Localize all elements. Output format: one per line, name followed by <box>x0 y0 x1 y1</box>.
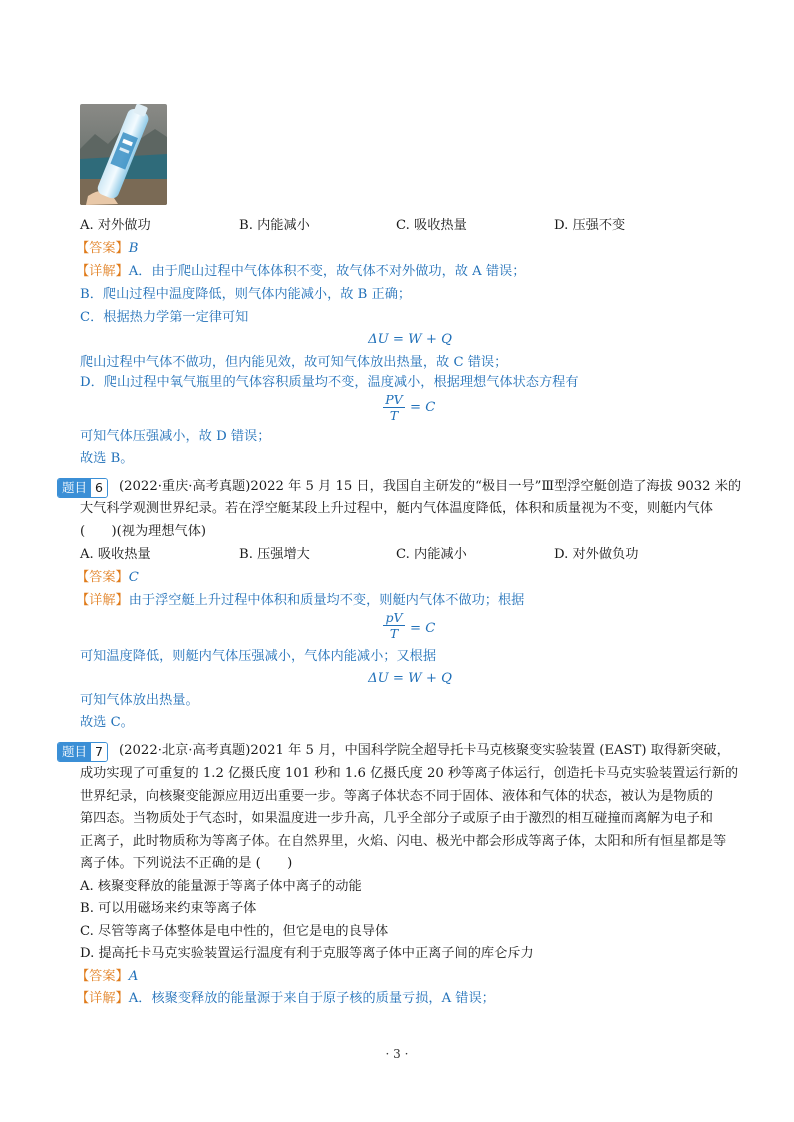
q6-option-b[interactable]: B. 压强增大 <box>239 547 310 562</box>
q5-option-d[interactable]: D. 压强不变 <box>554 218 626 233</box>
q6-badge: 题目 6 <box>57 478 108 498</box>
answer-value: B <box>128 241 139 256</box>
q7-answer <box>76 968 138 986</box>
q6-option-a[interactable]: A. 吸收热量 <box>80 547 151 562</box>
answer-value: A <box>128 969 139 984</box>
detail-label: 【详解】 <box>76 991 129 1006</box>
q6-detail-1: 【详解】由于浮空艇上升过程中体积和质量均不变，则艇内气体不做功；根据 <box>76 593 525 608</box>
q6-option-d[interactable]: D. 对外做负功 <box>554 547 639 562</box>
q6-detail-2: 可知温度降低，则艇内气体压强减小，气体内能减小；又根据 <box>80 649 437 664</box>
q6-stem-1: (2022·重庆·高考真题)2022 年 5 月 15 日，我国自主研发的“极目一号”Ⅲ型浮空艇创造了海拔 9032 米的 <box>119 479 742 494</box>
q5-conclusion: 故选 B。 <box>80 451 134 466</box>
oxygen-bottle-photo <box>80 104 167 205</box>
q6-equation-first-law: ΔU = W + Q <box>368 671 452 686</box>
detail-label: 【详解】 <box>76 264 129 279</box>
q6-stem-3: ( )(视为理想气体) <box>80 524 207 539</box>
q7-badge: 题目 7 <box>57 742 108 762</box>
q5-option-a[interactable]: A. 对外做功 <box>80 218 151 233</box>
q7-option-d[interactable]: D. 提高托卡马克实验装置运行温度有利于克服等离子体中正离子间的库仑斥力 <box>80 946 534 961</box>
q6-detail-3: 可知气体放出热量。 <box>80 693 199 708</box>
q6-conclusion: 故选 C。 <box>80 715 134 730</box>
q6-option-c[interactable]: C. 内能减小 <box>396 547 467 562</box>
q5-option-c[interactable]: C. 吸收热量 <box>396 218 467 233</box>
q7-option-c[interactable]: C. 尽管等离子体整体是电中性的，但它是电的良导体 <box>80 924 389 939</box>
q5-detail-d: D．爬山过程中氧气瓶里的气体容积质量均不变，温度减小，根据理想气体状态方程有 <box>80 375 579 390</box>
q5-option-b[interactable]: B. 内能减小 <box>239 218 310 233</box>
answer-label: 【答案】 <box>76 969 129 984</box>
q7-stem-2: 成功实现了可重复的 1.2 亿摄氏度 101 秒和 1.6 亿摄氏度 20 秒等离子体运行，创造托卡马克实验装置运行新的 <box>80 766 739 781</box>
q7-detail-a: 【详解】A．核聚变释放的能量源于来自于原子核的质量亏损，A 错误； <box>76 991 495 1006</box>
q7-stem-6: 离子体。下列说法不正确的是 ( ) <box>80 856 293 871</box>
q7-stem-1: (2022·北京·高考真题)2021 年 5 月，中国科学院全超导托卡马克核聚变实验装置 (EAST) 取得新突破， <box>119 743 730 758</box>
q7-stem-3: 世界纪录，向核聚变能源应用迈出重要一步。等离子体状态不同于固体、液体和气体的状态，被认为是物质的 <box>80 789 713 804</box>
q6-options <box>80 546 720 564</box>
answer-value: C <box>128 570 139 585</box>
q7-stem-5: 正离子，此时物质称为等离子体。在自然界里，火焰、闪电、极光中都会形成等离子体，太阳和所有恒星都是等 <box>80 834 727 849</box>
q5-detail-a: 【详解】A．由于爬山过程中气体体积不变，故气体不对外做功，故 A 错误； <box>76 264 526 279</box>
q5-fraction: PV T <box>383 393 405 423</box>
q5-detail-b: B．爬山过程中温度降低，则气体内能减小，故 B 正确； <box>80 287 412 302</box>
q7-stem-4: 第四态。当物质处于气态时，如果温度进一步升高，几乎全部分子或原子由于激烈的相互碰撞而离解为电子和 <box>80 811 713 826</box>
q5-fraction-rhs: = C <box>410 400 436 415</box>
q5-detail-c2: 爬山过程中气体不做功，但内能见效，故可知气体放出热量，故 C 错误； <box>80 355 508 370</box>
q5-answer <box>76 240 138 258</box>
q5-equation-first-law: ΔU = W + Q <box>368 332 452 347</box>
page-number: · 3 · <box>385 1047 409 1061</box>
q6-fraction: pV T <box>383 611 405 641</box>
q5-options <box>80 217 720 235</box>
q7-option-b[interactable]: B. 可以用磁场来约束等离子体 <box>80 901 257 916</box>
detail-label: 【详解】 <box>76 593 129 608</box>
answer-label: 【答案】 <box>76 570 129 585</box>
q5-detail-d2: 可知气体压强减小，故 D 错误； <box>80 429 271 444</box>
q6-answer <box>76 569 139 587</box>
answer-label: 【答案】 <box>76 241 129 256</box>
q6-stem-2: 大气科学观测世界纪录。若在浮空艇某段上升过程中，艇内气体温度降低，体积和质量视为不变，则艇内气体 <box>80 501 713 516</box>
q7-option-a[interactable]: A. 核聚变释放的能量源于等离子体中离子的动能 <box>80 879 362 894</box>
q5-detail-c: C．根据热力学第一定律可知 <box>80 310 249 325</box>
q6-fraction-rhs: = C <box>410 621 436 636</box>
